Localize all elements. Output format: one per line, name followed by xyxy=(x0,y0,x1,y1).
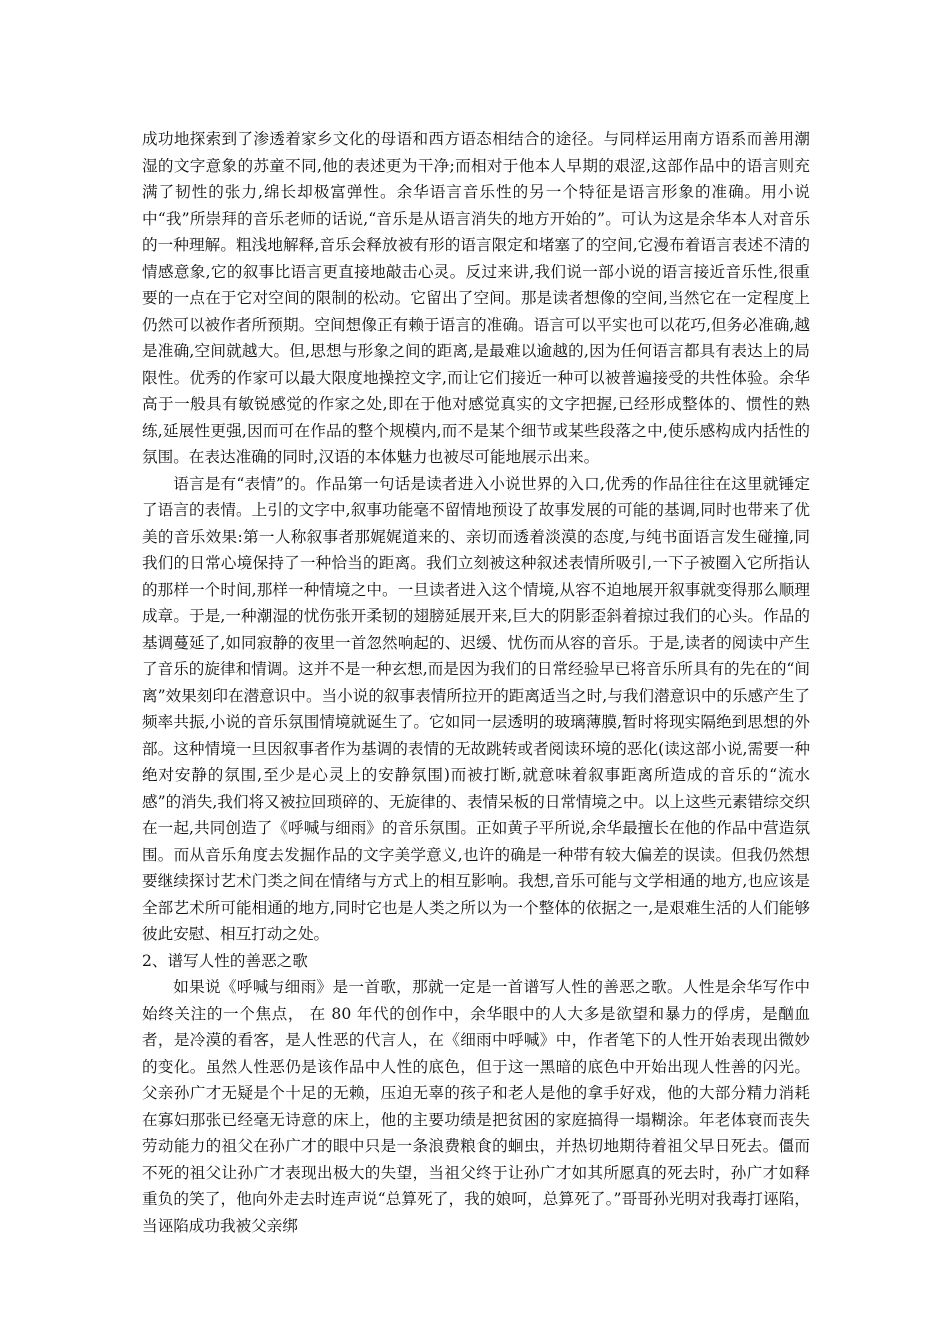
section-heading: 2、谱写人性的善恶之歌 xyxy=(142,951,308,970)
body-paragraph-3: 如果说《呼喊与细雨》是一首歌，那就一定是一首谱写人性的善恶之歌。人性是余华写作中始终关注的一个焦点， 在 80 年代的创作中，余华眼中的人大多是欲望和暴力的俘虏，是酗血者，是冷漠的看客，是人性恶的代言人，在《细雨中呼喊》中，作者笔下的人性开始表现出微妙的变化。虽然人性恶仍是该作品中人性的底色，但于这一黑暗的底色中开始出现人性善的闪光。父亲孙广才无疑是个十足的无赖，压迫无辜的孩子和老人是他的拿手好戏，他的大部分精力消耗在寡妇那张已经毫无诗意的床上，他的主要功绩是把贫困的家庭搞得一塌糊涂。年老体衰而丧失劳动能力的祖父在孙广才的眼中只是一条浪费粮食的蛔虫，并热切地期待着祖父早日死去。僵而不死的祖父让孙广才表现出极大的失望，当祖父终于让孙广才如其所愿真的死去时，孙广才如释重负的笑了，他向外走去时连声说“总算死了，我的娘呵，总算死了。”哥哥孙光明对我毒打诬陷，当诬陷成功我被父亲绑 xyxy=(142,978,810,1235)
body-paragraph-2: 语言是有“表情”的。作品第一句话是读者进入小说世界的入口,优秀的作品往往在这里就锤定了语言的表情。上引的文字中,叙事功能毫不留情地预设了故事发展的可能的基调,同时也带来了优美的音乐效果:第一人称叙事者那娓娓道来的、亲切而透着淡漠的态度,与纯书面语言发生碰撞,同我们的日常心境保持了一种恰当的距离。我们立刻被这种叙述表情所吸引,一下子被圈入它所指认的那样一个时间,那样一种情境之中。一旦读者进入这个情境,从容不迫地展开叙事就变得那么顺理成章。于是,一种潮湿的忧伤张开柔韧的翅膀延展开来,巨大的阴影歪斜着掠过我们的心头。作品的基调蔓延了,如同寂静的夜里一首忽然响起的、迟缓、忧伤而从容的音乐。于是,读者的阅读中产生了音乐的旋律和情调。这并不是一种玄想,而是因为我们的日常经验早已将音乐所具有的先在的“间离”效果刻印在潜意识中。当小说的叙事表情所拉开的距离适当之时,与我们潜意识中的乐感产生了频率共振,小说的音乐氛围情境就诞生了。它如同一层透明的玻璃薄膜,暂时将现实隔绝到思想的外部。这种情境一旦因叙事者作为基调的表情的无故跳转或者阅读环境的恶化(读这部小说,需要一种绝对安静的氛围,至少是心灵上的安静氛围)而被打断,就意味着叙事距离所造成的音乐的“流水感”的消失,我们将又被拉回琐碎的、无旋律的、表情呆板的日常情境之中。以上这些元素错综交织在一起,共同创造了《呼喊与细雨》的音乐氛围。正如黄子平所说,余华最擅长在他的作品中营造氛围。而从音乐角度去发掘作品的文字美学意义,也许的确是一种带有较大偏差的误读。但我仍然想要继续探讨艺术门类之间在情绪与方式上的相互影响。我想,音乐可能与文学相通的地方,也应该是全部艺术所可能相通的地方,同时它也是人类之所以为一个整体的依据之一,是艰难生活的人们能够彼此安慰、相互打动之处。 xyxy=(142,474,810,943)
body-paragraph-1: 成功地探索到了渗透着家乡文化的母语和西方语态相结合的途径。与同样运用南方语系而善用潮湿的文字意象的苏童不同,他的表述更为干净;而相对于他本人早期的艰涩,这部作品中的语言则充满了韧性的张力,绵长却极富弹性。余华语言音乐性的另一个特征是语言形象的准确。用小说中“我”所崇拜的音乐老师的话说,“音乐是从语言消失的地方开始的”。可认为这是余华本人对音乐的一种理解。粗浅地解释,音乐会释放被有形的语言限定和堵塞了的空间,它漫布着语言表述不清的情感意象,它的叙事比语言更直接地敲击心灵。反过来讲,我们说一部小说的语言接近音乐性,很重要的一点在于它对空间的限制的松动。它留出了空间。那是读者想像的空间,当然它在一定程度上仍然可以被作者所预期。空间想像正有赖于语言的准确。语言可以平实也可以花巧,但务必准确,越是准确,空间就越大。但,思想与形象之间的距离,是最难以逾越的,因为任何语言都具有表达上的局限性。优秀的作家可以最大限度地操控文字,而让它们接近一种可以被普遍接受的共性体验。余华高于一般具有敏锐感觉的作家之处,即在于他对感觉真实的文字把握,已经形成整体的、惯性的熟练,延展性更强,因而可在作品的整个规模内,而不是某个细节或某些段落之中,使乐感构成内括性的氛围。在表达准确的同时,汉语的本体魅力也被尽可能地展示出来。 xyxy=(142,130,810,466)
document-body xyxy=(142,126,810,1239)
